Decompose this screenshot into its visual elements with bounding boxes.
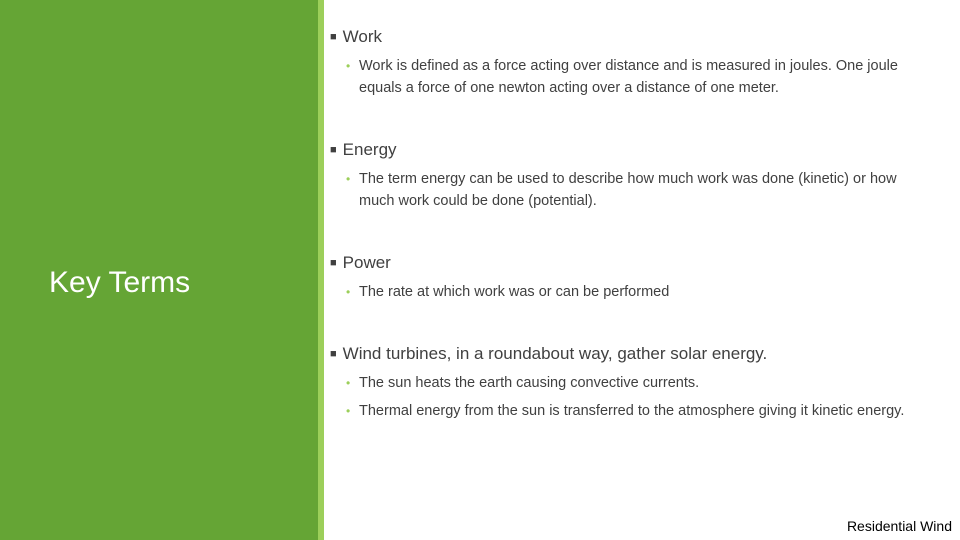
sub-bullet <box>346 281 929 303</box>
sub-bullet-text: Thermal energy from the sun is transferred to the atmosphere giving it kinetic energy. <box>359 403 905 419</box>
bullet-work <box>330 27 382 47</box>
dot-bullet-icon: • <box>346 376 351 390</box>
sub-bullet <box>346 55 929 99</box>
sub-bullet <box>346 400 929 422</box>
bullet-label: Work <box>342 27 383 46</box>
square-bullet-icon: ■ <box>330 257 337 269</box>
sub-bullet <box>346 168 929 212</box>
dot-bullet-icon: • <box>346 172 351 186</box>
dot-bullet-icon: • <box>346 404 351 418</box>
square-bullet-icon: ■ <box>330 144 337 156</box>
slide-title: Key Terms <box>49 266 191 299</box>
bullet-label: Energy <box>342 140 397 159</box>
content-area <box>330 0 940 540</box>
sub-bullet-text: Work is defined as a force acting over distance and is measured in joules. One joule equals a force of one newton acting over a distance of one meter. <box>359 58 898 96</box>
bullet-power <box>330 253 391 273</box>
bullet-label: Wind turbines, in a roundabout way, gather solar energy. <box>342 344 768 363</box>
square-bullet-icon: ■ <box>330 348 337 360</box>
sub-bullet-text: The rate at which work was or can be performed <box>359 284 670 300</box>
bullet-wind-turbines <box>330 344 767 364</box>
dot-bullet-icon: • <box>346 285 351 299</box>
sub-bullet <box>346 372 929 394</box>
sub-bullet-text: The sun heats the earth causing convective currents. <box>359 375 700 391</box>
bullet-energy <box>330 140 397 160</box>
dot-bullet-icon: • <box>346 59 351 73</box>
footer-label: Residential Wind <box>846 518 952 534</box>
sub-bullet-text: The term energy can be used to describe how much work was done (kinetic) or how much work could be done (potential). <box>359 171 897 209</box>
bullet-label: Power <box>342 253 391 272</box>
square-bullet-icon: ■ <box>330 31 337 43</box>
accent-strip <box>318 0 324 540</box>
